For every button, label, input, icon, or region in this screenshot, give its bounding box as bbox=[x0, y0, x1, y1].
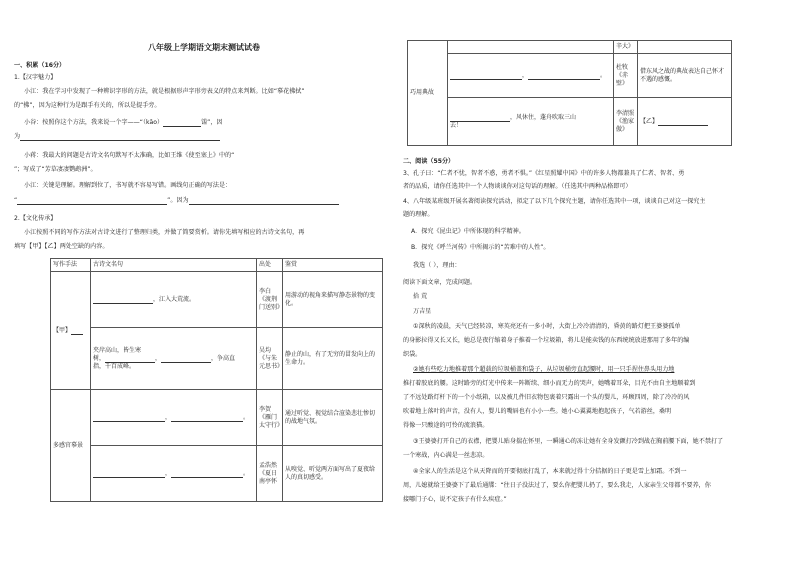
appreciation-cell: 从嗅觉、听觉两方面写出了夏夜给人的真切感受。 bbox=[283, 446, 383, 502]
dialogue-line bbox=[14, 197, 339, 205]
table-row bbox=[408, 98, 732, 146]
header-cell: 古诗文名句 bbox=[91, 259, 257, 272]
question-line: 3、孔子曰：“仁者不忧，智者不惑，勇者不惧。”《红星照耀中国》中的许多人物都兼具了仁者、智者、勇 bbox=[403, 170, 685, 177]
story-paragraph: 吹着地上落叶的声音，没有人，婴儿的嘴唇也有小小一些。她小心翼翼地抱起孩子，气若游丝，桑明 bbox=[403, 408, 672, 415]
blank-input[interactable] bbox=[450, 72, 522, 80]
text: ”。因为 bbox=[167, 197, 189, 204]
source-cell: 辛大》 bbox=[614, 41, 638, 54]
poem-text: ，争高直 bbox=[211, 354, 236, 362]
poem-text: ， bbox=[165, 413, 172, 421]
text: “ bbox=[14, 197, 18, 204]
poetry-table-continued bbox=[407, 40, 732, 146]
blank-input[interactable] bbox=[163, 119, 201, 127]
poem-line bbox=[450, 114, 611, 122]
technique-cell bbox=[51, 272, 91, 390]
reading-instruction: 阅读下面文章，完成问题。 bbox=[403, 279, 477, 286]
poem-cell bbox=[448, 41, 614, 54]
blank-input[interactable] bbox=[450, 114, 510, 122]
poem-cell bbox=[91, 272, 257, 328]
poem-text: ， bbox=[165, 469, 172, 477]
choice-line: 我选（ ），理由： bbox=[413, 262, 461, 269]
poem-text: 。 bbox=[600, 71, 607, 79]
poem-cell bbox=[448, 54, 614, 98]
option-b: B．探究《呼兰河传》中所揭示的“苦难中的人性”。 bbox=[411, 244, 550, 251]
blank-input[interactable] bbox=[658, 118, 708, 126]
text: 馐”，因 bbox=[201, 119, 223, 126]
blank-input[interactable] bbox=[17, 197, 167, 205]
page-title: 八年级上学期语文期末测试试卷 bbox=[148, 43, 260, 52]
blank-input[interactable] bbox=[93, 470, 165, 478]
source-cell: 李白《渡荆门送别》 bbox=[257, 272, 283, 328]
poem-cell bbox=[91, 328, 257, 390]
blank-input[interactable] bbox=[171, 470, 243, 478]
question-line: 4、八年级某班级开展名著阅读探究活动，拟定了以下几个探究主题，请你任选其中一项，谈谈自己对这一探究主 bbox=[403, 198, 706, 205]
text: 小谷：按照你这个方法，我来说一个字——“（kāo） bbox=[24, 119, 164, 126]
dialogue-line: 小蒋：我最大的问题是古诗文名句默写不太准确，比如王维《使至塞上》中的“ bbox=[24, 152, 235, 159]
appreciation-cell: 借东风之战的典故表达自己怀才不遇的感慨。 bbox=[638, 54, 732, 98]
poem-line: 树， ， ，争高直 bbox=[93, 354, 236, 362]
appreciation-cell bbox=[638, 41, 732, 54]
header-cell: 鉴赏 bbox=[283, 259, 383, 272]
poem-cell bbox=[91, 390, 257, 446]
dialogue-line bbox=[24, 119, 223, 127]
blank-input[interactable] bbox=[528, 72, 600, 80]
story-paragraph: 织袋。 bbox=[403, 351, 422, 358]
dialogue-line bbox=[14, 133, 220, 141]
blank-input[interactable] bbox=[93, 414, 165, 422]
story-paragraph: 推打着胶底的腰。这时路旁的灯光中传来一阵断续、细小而无力的哭声，她嘴着耳朵，目光不由自主地顺着到 bbox=[403, 380, 696, 387]
appreciation-cell bbox=[638, 98, 732, 146]
poem-text: ，江入大荒流。 bbox=[153, 295, 196, 303]
right-page bbox=[397, 0, 794, 562]
question-line: 题的理解。 bbox=[403, 211, 434, 218]
appreciation-cell: 通过听觉、视觉结合渲染悲壮惨切的战地气氛。 bbox=[283, 390, 383, 446]
option-a: A．探究《昆虫记》中所体现的科学精神。 bbox=[411, 228, 525, 235]
question-label: 2.【文化传承】 bbox=[14, 215, 57, 222]
blank-input[interactable] bbox=[105, 355, 155, 363]
technique-cell: 多感官摹景 bbox=[51, 390, 91, 502]
story-paragraph: 的身影拉得又长又长，她总是夜行缩着身子推着一个垃圾箱，将儿是能卖钱的东西统统放进那用了多年的编 bbox=[403, 337, 690, 344]
poem-text: 。 bbox=[243, 413, 250, 421]
poem-text: ， bbox=[522, 71, 529, 79]
blank-input[interactable] bbox=[171, 414, 243, 422]
dialogue-line: 小江：我在学习中发现了一种辨识字形的方法，就是根据形声字形旁表义的特点来判断。比如“摹花拂拭” bbox=[24, 88, 305, 95]
blank-input[interactable] bbox=[161, 355, 211, 363]
story-paragraph: ③王婆婆打开自己的衣襟，把婴儿贴身揣在怀里，一瞬通心的冻让她有全身发颤打冷到战在胸前腰下面，她不禁打了 bbox=[413, 438, 724, 445]
table-row bbox=[408, 54, 732, 98]
source-cell: 李贺《雁门太守行》 bbox=[257, 390, 283, 446]
poem-text: 指，千百成峰。 bbox=[93, 362, 136, 370]
header-cell: 出处 bbox=[257, 259, 283, 272]
section-heading: 一、积累（16分） bbox=[14, 62, 66, 69]
story-paragraph: 了不远处路灯杆下的一个小纸箱，以及被几件旧衣物包裹着只露出一个头的婴儿，环顾四周，除了冷冷的风 bbox=[403, 394, 690, 401]
table-row bbox=[51, 390, 383, 446]
story-paragraph: ①深秋的凌晨，天气已经转凉，寒英亮还有一多小时，大街上冷冷清清的，昏黄的路灯把王婆婆孤单 bbox=[413, 323, 681, 330]
dialogue-line: 小江：关键是理解。理解到位了，书写就不容易写错。画线句正确的写法是： bbox=[24, 182, 232, 189]
story-paragraph: 周，儿媳就给王婆婆下了最后通牒：“往日子没法过了，要么你把婴儿扔了，要么我走，人家亲生父母都不要养，你 bbox=[403, 482, 711, 489]
table-row bbox=[51, 446, 383, 502]
instruction-line: 小江按照不同的写作方法对古诗文进行了整理归类，并做了简要赏析。请你先填写相应的古诗文名句，再 bbox=[24, 229, 305, 236]
blank-input[interactable] bbox=[71, 327, 83, 335]
poem-cell bbox=[448, 98, 614, 146]
story-paragraph: ④全家人的生活是这个从天降而的开要彻底打乱了，本来就过得十分拮据的日子更是雪上加霜。不到一 bbox=[413, 468, 687, 475]
technique-label: 【甲】 bbox=[53, 326, 72, 334]
story-paragraph: 接哪门子心，说不定孩子有什么疾症。” bbox=[403, 496, 507, 503]
table-row bbox=[51, 272, 383, 328]
poetry-table bbox=[50, 258, 383, 502]
poem-text: 树， bbox=[93, 354, 106, 362]
appreciation-text: 【乙】 bbox=[640, 117, 659, 125]
table-row bbox=[408, 41, 732, 54]
source-cell: 杜牧《赤壁》 bbox=[614, 54, 638, 98]
blank-input[interactable] bbox=[189, 197, 339, 205]
poem-text: 夹岸高山，皆生寒 bbox=[93, 346, 142, 354]
poem-text: 。 bbox=[243, 469, 250, 477]
poem-text: ，风休住，蓬舟吹取三山 bbox=[510, 113, 577, 121]
header-cell: 写作手法 bbox=[51, 259, 91, 272]
source-cell: 李清照《渔家傲》 bbox=[614, 98, 638, 146]
appreciation-cell: 静止的山，有了无穷的冒发向上的生命力。 bbox=[283, 328, 383, 390]
instruction-line: 填写【甲】【乙】两处空缺的内容。 bbox=[14, 243, 109, 250]
question-label: 1.【汉字魅力】 bbox=[14, 74, 57, 81]
section-heading: 二、阅读（55分） bbox=[403, 158, 455, 165]
dialogue-line: 的“拂”，因为这种行为是跟手有关的，所以是提手旁。 bbox=[14, 102, 161, 109]
poem-cell bbox=[91, 446, 257, 502]
story-paragraph: ②她有些吃力地推着那个超载的垃圾桶盖和袋子，从垃圾桶旁直起腰时，用一只手捏住鼻头用力地 bbox=[413, 366, 675, 373]
story-paragraph: 一个寒战，内心满是一丝悲凉。 bbox=[403, 452, 489, 459]
table-row bbox=[51, 328, 383, 390]
source-cell: 吴均《与朱元思书》 bbox=[257, 328, 283, 390]
technique-cell: 巧用典故 bbox=[408, 41, 448, 146]
source-cell: 孟浩然《夏日南亭怀 bbox=[257, 446, 283, 502]
question-line: 者的品质，请你任选其中一个人物谈谈你对这句话的理解。（任选其中两种品格即可） bbox=[403, 183, 632, 190]
blank-input[interactable] bbox=[93, 296, 153, 304]
dialogue-line: ”；写成了“芳草凄凄鹦鹉洲”。 bbox=[14, 166, 97, 173]
story-paragraph: 得像一只酸途的可怜的流浪猫。 bbox=[403, 422, 489, 429]
story-title: 拾 荒 bbox=[413, 293, 428, 300]
table-header-row bbox=[51, 259, 383, 272]
appreciation-cell: 用游动的视角来描写静态景物的变化。 bbox=[283, 272, 383, 328]
text: 为 bbox=[14, 133, 21, 140]
story-author: 万吉星 bbox=[413, 308, 432, 315]
poem-text: 去！ bbox=[450, 121, 463, 129]
blank-input[interactable] bbox=[20, 133, 220, 141]
